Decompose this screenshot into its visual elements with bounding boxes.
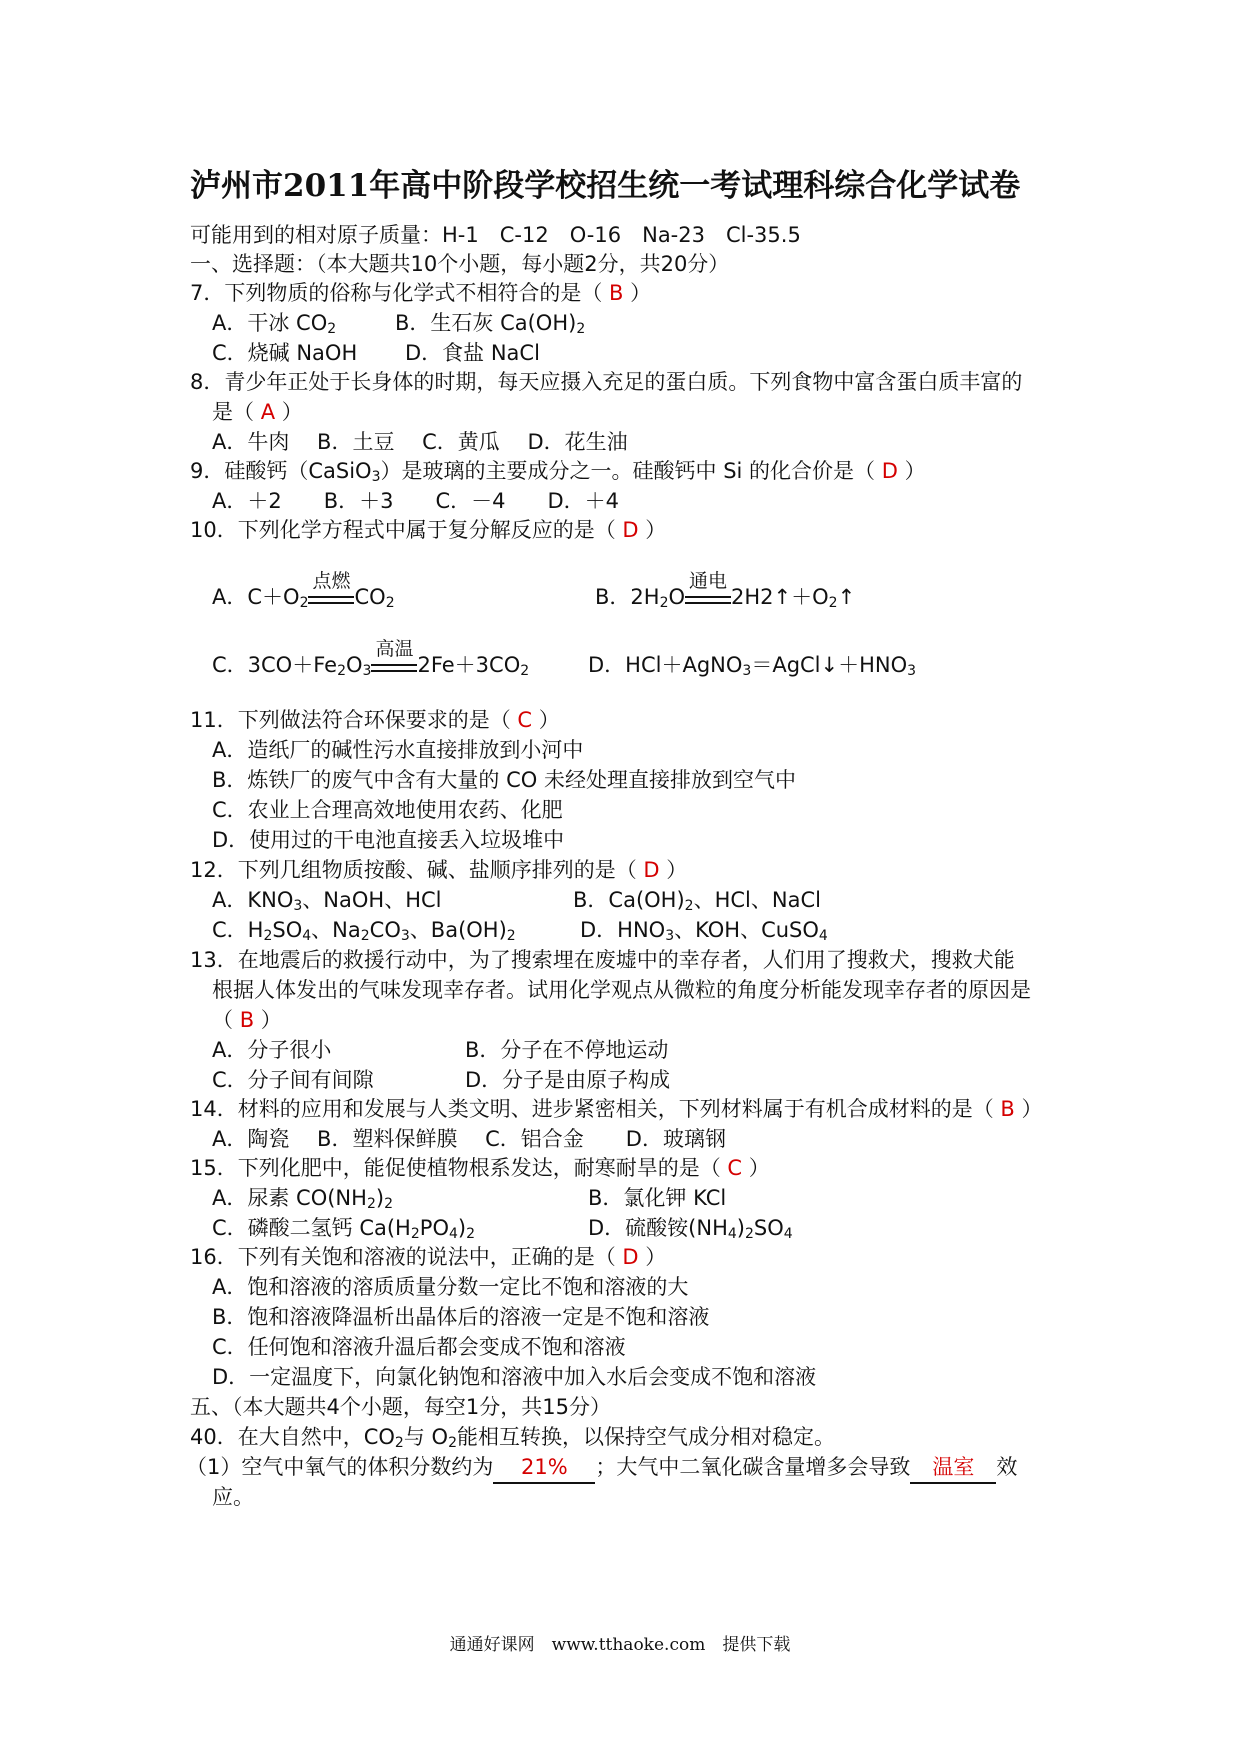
q15-option-d: D．硫酸铵$(NH_4)_2SO_4$	[588, 1216, 793, 1242]
footer-credit: 通通好课网 www.tthaoke.com 提供下载	[449, 1635, 791, 1655]
q9-options: A．＋2 B．＋3 C．－4 D．＋4	[212, 489, 620, 513]
q16-option-b: B．饱和溶液降温析出晶体后的溶液一定是不饱和溶液	[212, 1305, 710, 1329]
q13-option-d: D．分子是由原子构成	[465, 1068, 671, 1092]
answer: D	[622, 1245, 639, 1269]
question-40: 40．在大自然中，$CO_2$与 $O_2$能相互转换，以保持空气成分相对稳定。	[190, 1425, 835, 1451]
answer: B	[239, 1008, 255, 1032]
q12-option-a: A．$KNO_3$、NaOH、HCl	[212, 888, 442, 914]
answer: D	[643, 858, 660, 882]
question-11: 11．下列做法符合环保要求的是（ C ）	[190, 708, 560, 732]
reaction-condition: 通电	[685, 588, 731, 604]
q7-option-c: C．烧碱 NaOH	[212, 341, 358, 365]
answer: B	[609, 281, 624, 305]
question-8: 8．青少年正处于长身体的时期，每天应摄入充足的蛋白质。下列食物中富含蛋白质丰富的	[190, 370, 1023, 394]
question-10: 10．下列化学方程式中属于复分解反应的是（ D ）	[190, 518, 667, 542]
q13-option-a: A．分子很小	[212, 1038, 332, 1062]
q11-option-d: D．使用过的干电池直接丢入垃圾堆中	[212, 828, 565, 852]
question-12: 12．下列几组物质按酸、碱、盐顺序排列的是（ D ）	[190, 858, 688, 882]
q12-option-b: B．$Ca(OH)_2$、HCl、NaCl	[573, 888, 821, 914]
q16-option-d: D．一定温度下，向氯化钠饱和溶液中加入水后会变成不饱和溶液	[212, 1365, 817, 1389]
q14-options: A．陶瓷 B．塑料保鲜膜 C．铝合金 D．玻璃钢	[212, 1127, 726, 1151]
q16-option-a: A．饱和溶液的溶质质量分数一定比不饱和溶液的大	[212, 1275, 689, 1299]
answer-blank: 21%	[493, 1452, 595, 1484]
question-8-cont: 是（ A ）	[212, 400, 303, 424]
question-14: 14．材料的应用和发展与人类文明、进步紧密相关，下列材料属于有机合成材料的是（ B ）	[190, 1097, 1043, 1121]
q10-option-a: A．$C+O_2$ 点燃 $CO_2$	[212, 570, 395, 611]
question-7: 7．下列物质的俗称与化学式不相符合的是（ B ）	[190, 281, 652, 305]
q15-option-a: A．尿素 $CO(NH_2)_2$	[212, 1186, 393, 1212]
reaction-condition: 点燃	[308, 588, 354, 604]
question-16: 16．下列有关饱和溶液的说法中，正确的是（ D ）	[190, 1245, 667, 1269]
answer: B	[1000, 1097, 1015, 1121]
question-13-cont: 根据人体发出的气味发现幸存者。试用化学观点从微粒的角度分析能发现幸存者的原因是	[212, 978, 1031, 1002]
answer: D	[881, 459, 898, 483]
q10-option-b: B．$2H_2O$ 通电 $2H2↑+O_2↑$	[595, 570, 856, 611]
q15-option-c: C．磷酸二氢钙 $Ca(H_2PO_4)_2$	[212, 1216, 476, 1242]
answer: D	[622, 518, 639, 542]
q12-option-d: D．$HNO_3$、KOH、CuSO$_4$	[580, 918, 828, 944]
answer-blank: 温室	[910, 1452, 996, 1484]
q8-options: A．牛肉 B．土豆 C．黄瓜 D．花生油	[212, 430, 628, 454]
option-a: A．干冰 $CO_2$	[212, 311, 337, 337]
q15-option-b: B．氯化钾 KCl	[588, 1186, 727, 1210]
q7-option-b: B．生石灰 $Ca(OH)_2$	[395, 311, 586, 337]
q12-option-c: C．$H_2SO_4$、$Na_2CO_3$、$Ba(OH)_2$	[212, 918, 516, 944]
page-title: 泸州市2011年高中阶段学校招生统一考试理科综合化学试卷	[190, 168, 1021, 204]
section-1-heading: 一、选择题：（本大题共10个小题，每小题2分，共20分）	[190, 252, 730, 276]
q11-option-c: C．农业上合理高效地使用农药、化肥	[212, 798, 563, 822]
reaction-condition: 高温	[371, 656, 417, 672]
question-13-answer: （ B ）	[212, 1008, 282, 1032]
answer: C	[727, 1156, 743, 1180]
question-13: 13．在地震后的救援行动中，为了搜索埋在废墟中的幸存者，人们用了搜救犬，搜救犬能	[190, 948, 1015, 972]
question-9: 9．硅酸钙（CaSiO$_3$）是玻璃的主要成分之一。硅酸钙中 Si 的化合价是（ D ）	[190, 459, 926, 485]
q11-option-a: A．造纸厂的碱性污水直接排放到小河中	[212, 738, 584, 762]
question-15: 15．下列化肥中，能促使植物根系发达，耐寒耐旱的是（ C ）	[190, 1156, 770, 1180]
question-40-part-1: （1）空气中氧气的体积分数约为 21% ；大气中二氧化碳含量增多会导致 温室 效	[186, 1452, 1017, 1484]
q10-option-d: D．$HCl+AgNO_3=AgCl↓+HNO_3$	[588, 653, 917, 679]
q10-option-c: C．$3CO+Fe_2O_3$ 高温 $2Fe+3CO_2$	[212, 638, 530, 679]
answer: C	[517, 708, 533, 732]
q13-option-c: C．分子间有间隙	[212, 1068, 374, 1092]
section-5-heading: 五、（本大题共4个小题，每空1分，共15分）	[190, 1395, 611, 1419]
q16-option-c: C．任何饱和溶液升温后都会变成不饱和溶液	[212, 1335, 626, 1359]
atomic-masses: 可能用到的相对原子质量：H-1 C-12 O-16 Na-23 Cl-35.5	[190, 223, 801, 247]
q11-option-b: B．炼铁厂的废气中含有大量的 CO 未经处理直接排放到空气中	[212, 768, 796, 792]
q13-option-b: B．分子在不停地运动	[465, 1038, 669, 1062]
q7-option-d: D．食盐 NaCl	[405, 341, 540, 365]
answer: A	[260, 400, 276, 424]
question-40-part-1-cont: 应。	[212, 1485, 254, 1509]
